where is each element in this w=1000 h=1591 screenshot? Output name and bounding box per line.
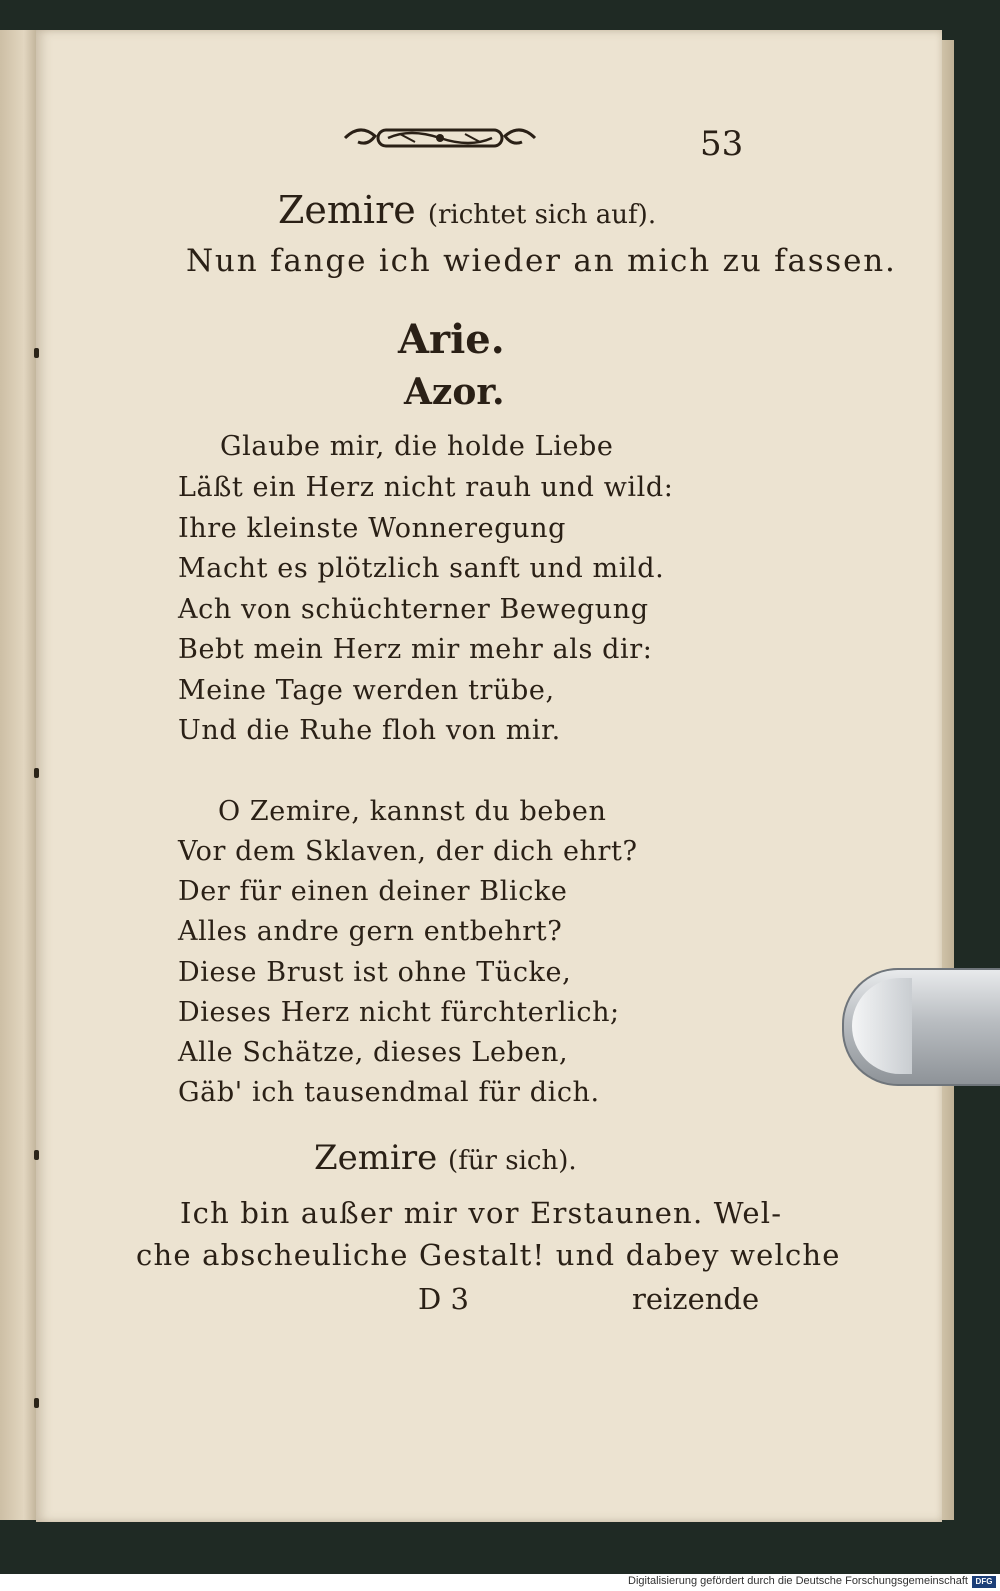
verse-line: Macht es plötzlich sanft und mild. <box>178 553 665 584</box>
speaker-name: Zemire <box>314 1138 438 1178</box>
dfg-logo: DFG <box>972 1576 996 1588</box>
verse-line: Der für einen deiner Blicke <box>178 876 568 907</box>
gutter-mark <box>34 768 39 778</box>
verse-line: Ach von schüchterner Bewegung <box>178 594 649 625</box>
verse-line: Läßt ein Herz nicht rauh und wild: <box>178 472 674 503</box>
speaker-heading <box>314 1138 577 1178</box>
verse-line: Ihre kleinste Wonneregung <box>178 513 566 544</box>
header-ornament <box>340 118 540 158</box>
page-clip <box>842 968 1000 1086</box>
prose-line: che abscheuliche Gestalt! und dabey welche <box>136 1238 841 1272</box>
verse-line: Diese Brust ist ohne Tücke, <box>178 957 572 988</box>
speaker-heading-azor: Azor. <box>404 371 505 413</box>
speaker-name: Zemire <box>278 188 416 232</box>
prose-line: Ich bin außer mir vor Erstaunen. Wel- <box>180 1196 783 1230</box>
speaker-heading <box>278 188 656 232</box>
section-heading-arie: Arie. <box>398 316 505 363</box>
gutter-mark <box>34 348 39 358</box>
verse-line: Und die Ruhe floh von mir. <box>178 715 561 746</box>
verse-line: Bebt mein Herz mir mehr als dir: <box>178 634 653 665</box>
gutter-mark <box>34 1150 39 1160</box>
verse-line: Alles andre gern entbehrt? <box>178 916 563 947</box>
gutter-mark <box>34 1398 39 1408</box>
dialogue-line: Nun fange ich wieder an mich zu fassen. <box>186 243 897 279</box>
verse-line: Glaube mir, die holde Liebe <box>220 431 614 462</box>
page-number: 53 <box>700 124 744 164</box>
verse-line: Gäb' ich tausendmal für dich. <box>178 1077 600 1108</box>
signature-mark: D 3 <box>418 1282 469 1316</box>
stage-direction: (richtet sich auf). <box>427 200 657 230</box>
verse-line: Meine Tage werden trübe, <box>178 675 555 706</box>
page-clip-highlight <box>852 978 912 1074</box>
stage-direction: (für sich). <box>448 1146 577 1176</box>
footer-credit: Digitalisierung gefördert durch die Deutsche Forschungsgemeinschaft <box>628 1575 968 1587</box>
catchword: reizende <box>632 1282 760 1316</box>
verse-line: Dieses Herz nicht fürchterlich; <box>178 997 620 1028</box>
verse-line: Vor dem Sklaven, der dich ehrt? <box>178 836 638 867</box>
verse-line: Alle Schätze, dieses Leben, <box>178 1037 569 1068</box>
verse-line: O Zemire, kannst du beben <box>218 796 607 827</box>
